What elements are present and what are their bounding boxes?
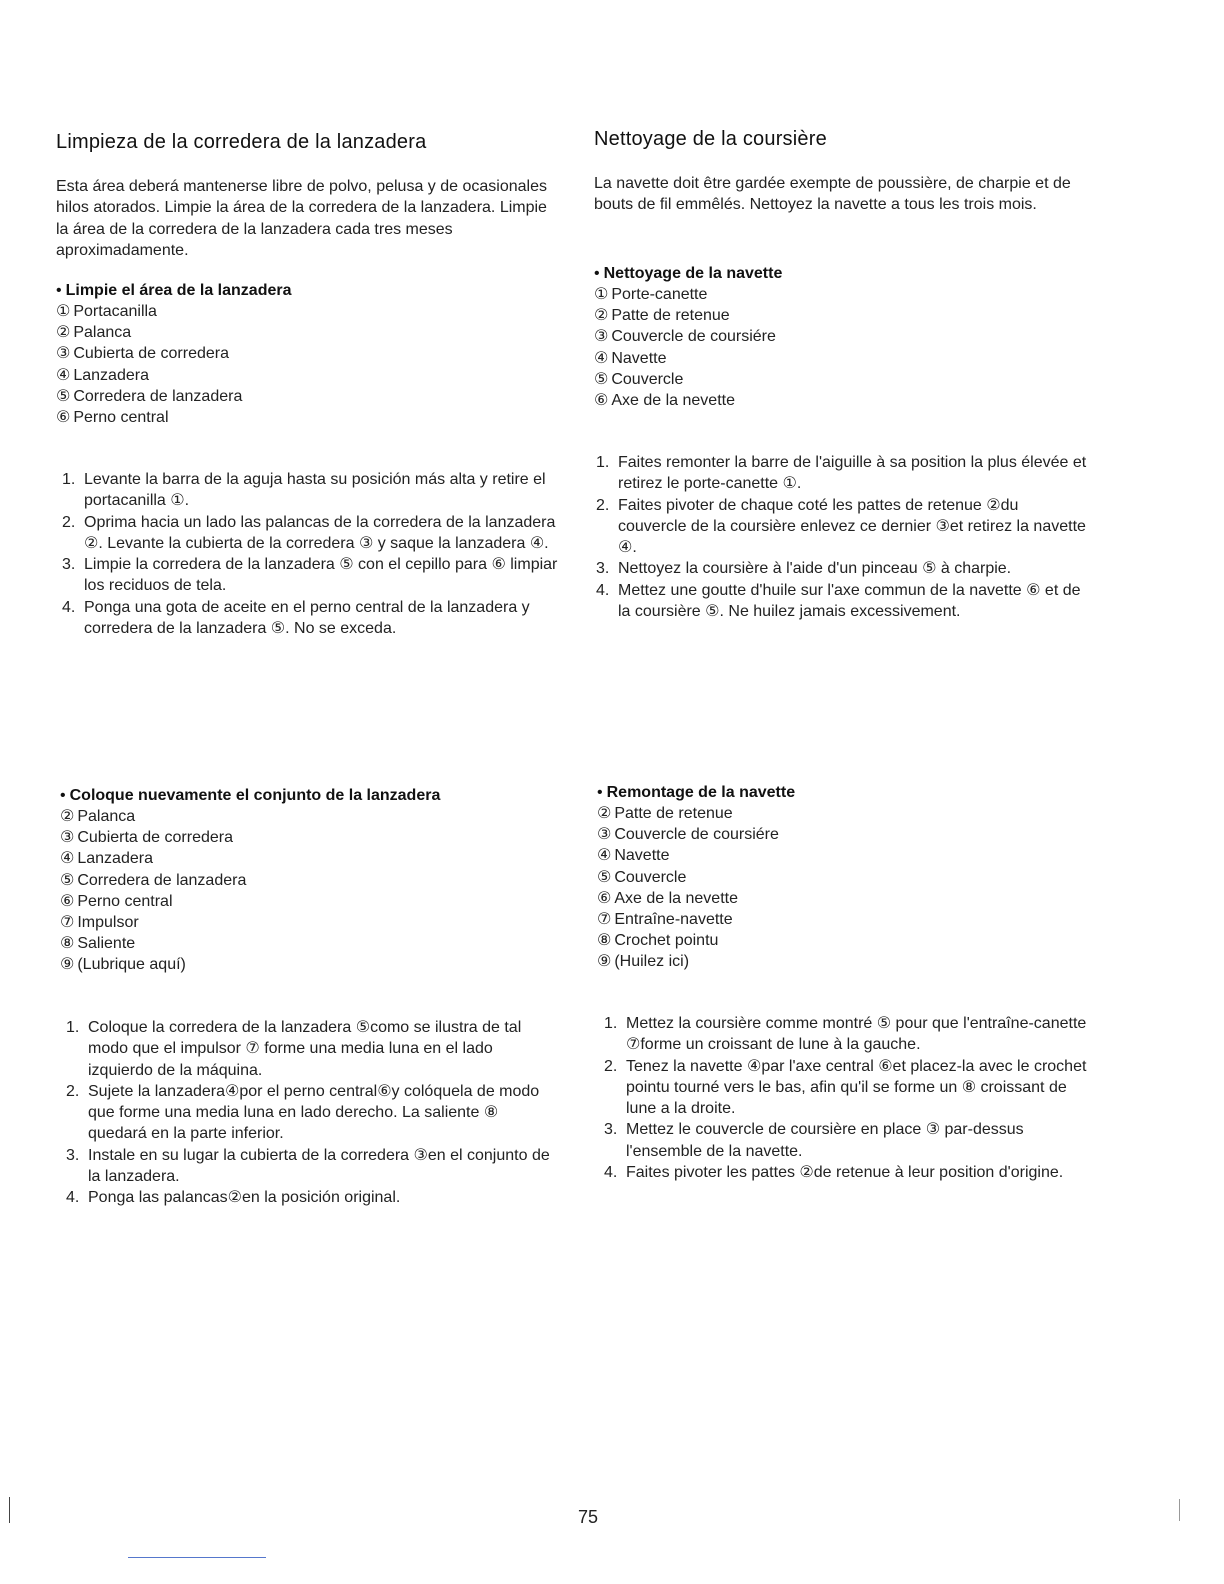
part-item: ③ Couvercle de coursiére	[594, 328, 776, 346]
step-item: 2. Tenez la navette ④par l'axe central ⑥et placez-la avec le crochet pointu tourné vers le bas, afin qu'il se forme un ⑧ croissant de lune a la droite.	[604, 1057, 1087, 1118]
bullet-icon: •	[56, 282, 62, 299]
step-item: 1. Faites remonter la barre de l'aiguille à sa position la plus élevée et retirez le porte-canette ①.	[596, 454, 1087, 493]
part-item: ⑧ Crochet pointu	[597, 932, 719, 950]
es-clean-steps	[56, 469, 566, 639]
bottom-rule	[128, 1557, 266, 1558]
part-item: ⑥ Perno central	[56, 409, 169, 427]
fr-clean-section	[594, 263, 1114, 411]
step-item: 4. Faites pivoter les pattes ②de retenue à leur position d'origine.	[604, 1164, 1064, 1182]
step-item: 2. Sujete la lanzadera④por el perno central⑥y colóquela de modo que forme una media luna en lado derecho. La saliente ⑧ quedará en la parte inferior.	[66, 1082, 540, 1143]
es-reassemble-parts	[60, 806, 580, 976]
fr-title: Nettoyage de la coursière	[594, 128, 827, 150]
step-item: 4. Ponga las palancas②en la posición original.	[66, 1189, 401, 1207]
right-edge-mark	[1179, 1499, 1180, 1521]
part-item: ⑥ Axe de la nevette	[594, 392, 735, 410]
step-item: 3. Mettez le couvercle de coursière en place ③ par-dessus l'ensemble de la navette.	[604, 1121, 1024, 1160]
part-item: ⑥ Axe de la nevette	[597, 889, 738, 907]
es-clean-heading-text: Limpie el área de la lanzadera	[65, 282, 292, 299]
step-item: 3. Limpie la corredera de la lanzadera ⑤ con el cepillo para ⑥ limpiar los reciduos de tela.	[62, 556, 558, 595]
step-item: 2. Oprima hacia un lado las palancas de la corredera de la lanzadera ②. Levante la cubierta de la corredera ③ y saque la lanzadera ④.	[62, 513, 556, 552]
part-item: ⑦ Impulsor	[60, 914, 139, 932]
part-item: ⑤ Corredera de lanzadera	[56, 387, 243, 405]
part-item: ④ Navette	[597, 847, 670, 865]
es-reassemble-section	[60, 785, 580, 976]
part-item: ③ Couvercle de coursiére	[597, 826, 779, 844]
part-item: ② Palanca	[60, 808, 136, 825]
es-title: Limpieza de la corredera de la lanzadera	[56, 131, 427, 153]
part-item: ⑨ (Lubrique aquí)	[60, 956, 186, 974]
es-clean-section	[56, 280, 576, 428]
part-item: ③ Cubierta de corredera	[56, 345, 229, 363]
part-item: ② Palanca	[56, 324, 132, 342]
step-item: 4. Ponga una gota de aceite en el perno central de la lanzadera y corredera de la lanzadera ⑤. No se exceda.	[62, 598, 530, 638]
step-item: 3. Nettoyez la coursière à l'aide d'un pinceau ⑤ à charpie.	[596, 560, 1012, 578]
part-item: ⑧ Saliente	[60, 935, 136, 953]
part-item: ⑤ Couvercle	[594, 370, 684, 388]
fr-clean-parts	[594, 284, 1114, 411]
step-item: 4. Mettez une goutte d'huile sur l'axe commun de la navette ⑥ et de la coursière ⑤. Ne huilez jamais excessivement.	[596, 581, 1081, 621]
step-item: 1. Coloque la corredera de la lanzadera ⑤como se ilustra de tal modo que el impulsor ⑦ forme una media luna en el lado izquierdo de la máquina.	[66, 1019, 522, 1079]
part-item: ④ Lanzadera	[60, 850, 153, 868]
fr-intro: La navette doit être gardée exempte de poussière, de charpie et de bouts de fil emmêlés. Nettoyez la navette a tous les trois mois.	[594, 175, 1071, 214]
es-clean-heading	[56, 280, 576, 301]
step-item: 1. Levante la barra de la aguja hasta su posición más alta y retire el portacanilla ①.	[62, 471, 546, 510]
es-reassemble-heading-text: Coloque nuevamente el conjunto de la lanzadera	[69, 787, 441, 804]
part-item: ③ Cubierta de corredera	[60, 829, 233, 847]
fr-clean-heading	[594, 263, 1114, 284]
es-reassemble-steps	[60, 1017, 560, 1209]
part-item: ② Patte de retenue	[594, 307, 730, 325]
fr-clean-heading-text: Nettoyage de la navette	[603, 265, 783, 282]
part-item: ⑦ Entraîne-navette	[597, 911, 733, 929]
page-number: 75	[578, 1507, 599, 1527]
fr-reassemble-heading	[597, 782, 1117, 803]
es-clean-parts	[56, 301, 576, 428]
bullet-icon: •	[594, 265, 600, 282]
es-reassemble-heading	[60, 785, 580, 806]
step-item: 1. Mettez la coursière comme montré ⑤ pour que l'entraîne-canette ⑦forme un croissant de lune à la gauche.	[604, 1015, 1087, 1054]
bullet-icon: •	[597, 784, 603, 801]
part-item: ① Portacanilla	[56, 303, 157, 320]
fr-clean-steps	[590, 452, 1090, 622]
fr-reassemble-parts	[597, 803, 1117, 973]
step-item: 2. Faites pivoter de chaque coté les pattes de retenue ②du couvercle de la coursière enlevez ce dernier ③et retirez la navette ④.	[596, 496, 1086, 557]
bullet-icon: •	[60, 787, 66, 804]
part-item: ⑤ Corredera de lanzadera	[60, 871, 247, 889]
part-item: ④ Lanzadera	[56, 366, 149, 384]
fr-reassemble-steps	[598, 1013, 1098, 1183]
part-item: ⑤ Couvercle	[597, 868, 687, 886]
part-item: ⑨ (Huilez ici)	[597, 953, 690, 971]
left-edge-mark	[9, 1497, 10, 1523]
es-intro: Esta área deberá mantenerse libre de polvo, pelusa y de ocasionales hilos atorados. Limpie la área de la corredera de la lanzadera. Limpie la área de la corredera de la lanzadera cada tres meses aproximadamente.	[56, 178, 547, 259]
part-item: ② Patte de retenue	[597, 805, 733, 822]
part-item: ④ Navette	[594, 349, 667, 367]
step-item: 3. Instale en su lugar la cubierta de la corredera ③en el conjunto de la lanzadera.	[66, 1146, 550, 1186]
part-item: ⑥ Perno central	[60, 892, 173, 910]
part-item: ① Porte-canette	[594, 286, 708, 303]
fr-reassemble-section	[597, 782, 1117, 973]
fr-reassemble-heading-text: Remontage de la navette	[606, 784, 796, 801]
